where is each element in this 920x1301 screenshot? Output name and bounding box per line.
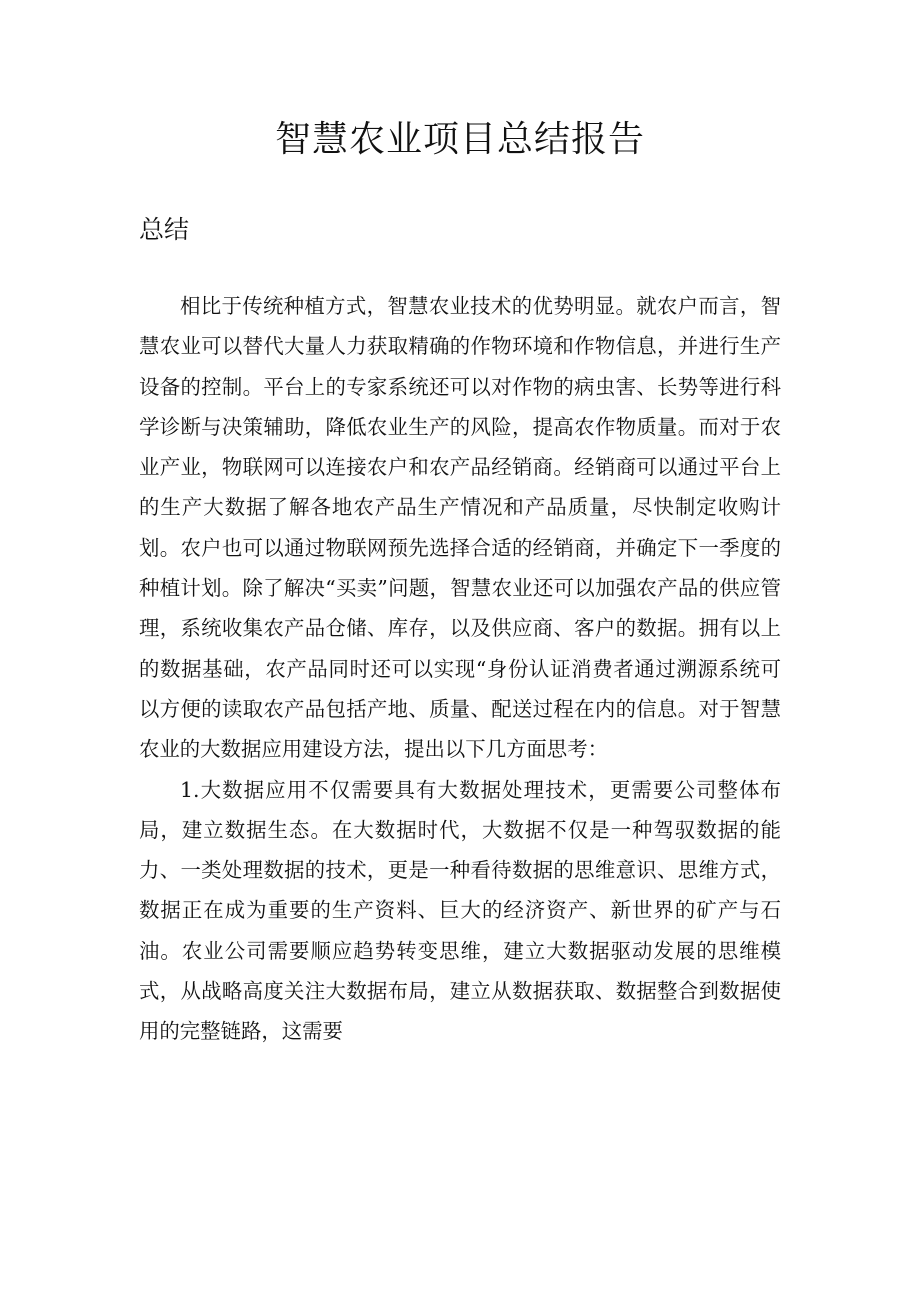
paragraph-intro: 相比于传统种植方式，智慧农业技术的优势明显。就农户而言，智慧农业可以替代大量人力获取精确的作物环境和作物信息，并进行生产设备的控制。平台上的专家系统还可以对作物的病虫害、长势等进行科学诊断与决策辅助，降低农业生产的风险，提高农作物质量。而对于农业产业，物联网可以连接农户和农产品经销商。经销商可以通过平台上的生产大数据了解各地农产品生产情况和产品质量，尽快制定收购计划。农户也可以通过物联网预先选择合适的经销商，并确定下一季度的种植计划。除了解决“买卖”问题，智慧农业还可以加强农产品的供应管理，系统收集农产品仓储、库存，以及供应商、客户的数据。拥有以上的数据基础，农产品同时还可以实现“身份认证消费者通过溯源系统可以方便的读取农产品包括产地、质量、配送过程在内的信息。对于智慧农业的大数据应用建设方法，提出以下几方面思考： xyxy=(139,294,781,762)
document-body xyxy=(139,286,781,1052)
paragraph-point-1: 1.大数据应用不仅需要具有大数据处理技术，更需要公司整体布局，建立数据生态。在大数据时代，大数据不仅是一种驾驭数据的能力、一类处理数据的技术，更是一种看待数据的思维意识、思维方式，数据正在成为重要的生产资料、巨大的经济资产、新世界的矿产与石油。农业公司需要顺应趋势转变思维，建立大数据驱动发展的思维模式，从战略高度关注大数据布局，建立从数据获取、数据整合到数据使用的完整链路，这需要 xyxy=(139,777,781,1044)
section-heading-summary: 总结 xyxy=(139,215,190,244)
document-title: 智慧农业项目总结报告 xyxy=(274,119,645,160)
